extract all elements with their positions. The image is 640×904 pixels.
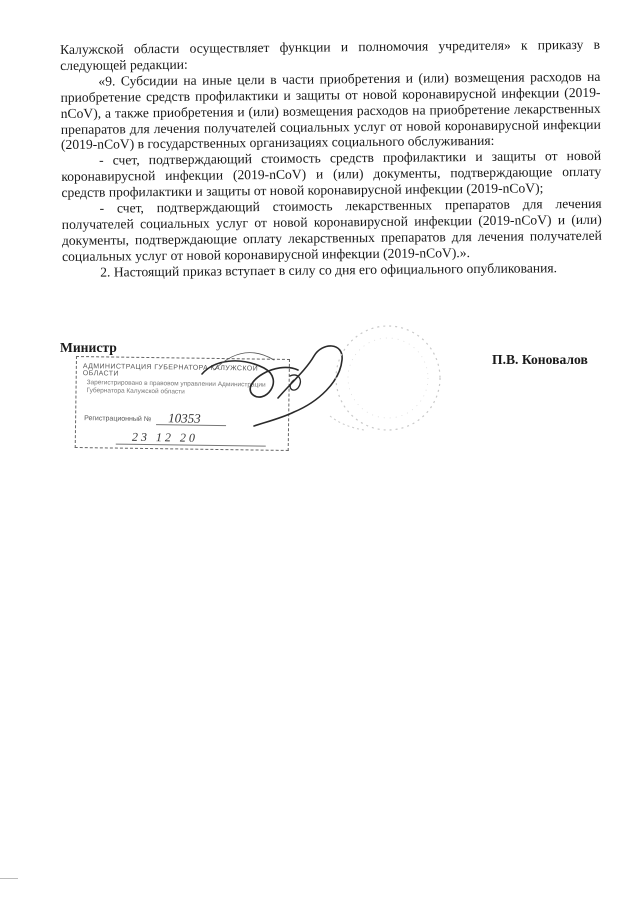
signatory-title: Министр [60, 340, 117, 355]
stamp-header: АДМИНИСТРАЦИЯ ГУБЕРНАТОРА КАЛУЖСКОЙ ОБЛАСТИ [82, 363, 259, 378]
faded-seal [300, 320, 460, 440]
margin-mark [0, 878, 18, 879]
paragraph-bullet-1: - счет, подтверждающий стоимость средств профилактики и защиты от новой коронавирусной инфекции (2019-nCoV) и (или) документы, подтверждающие оплату средств профилактики и защиты от новой коронавирусной инфекции (2019-nCoV); [61, 148, 602, 201]
stamp-date: 23 12 20 [131, 429, 198, 445]
paragraph-intro: Калужской области осуществляет функции и полномочия учредителя» к приказу в следующей редакции: [60, 36, 601, 73]
document-body [60, 37, 602, 281]
stamp-underline [116, 444, 266, 447]
signatory-name: П.В. Коновалов [492, 352, 588, 367]
paragraph-effective-date: 2. Настоящий приказ вступает в силу со дня его официального опубликования. [100, 259, 558, 280]
paragraph-item-9: «9. Субсидии на иные цели в части приобретения и (или) возмещения расходов на приобретение средств профилактики и защиты от новой коронавирусной инфекции (2019-nCoV), а также приобретения и (или) возмещения расходов на приобретение лекарственных препаратов для лечения получателей социальных услуг от новой коронавирусной инфекции (2019-nCoV) в государственных организациях социального обслуживания: [60, 68, 601, 153]
stamp-reg-label: Регистрационный № [84, 415, 152, 424]
stamp-description: Зарегистрировано в правовом управлении Администрации Губернатора Калужской области [86, 379, 266, 396]
paragraph-bullet-2: - счет, подтверждающий стоимость лекарственных препаратов для лечения получателей социальных услуг от новой коронавирусной инфекции (2019-nCoV) и (или) документы, подтверждающие оплату лекарственных препаратов для лечения получателей социальных услуг от новой коронавирусной инфекции (2019-nCoV).». [61, 195, 602, 264]
stamp-reg-number: 10353 [168, 410, 201, 426]
